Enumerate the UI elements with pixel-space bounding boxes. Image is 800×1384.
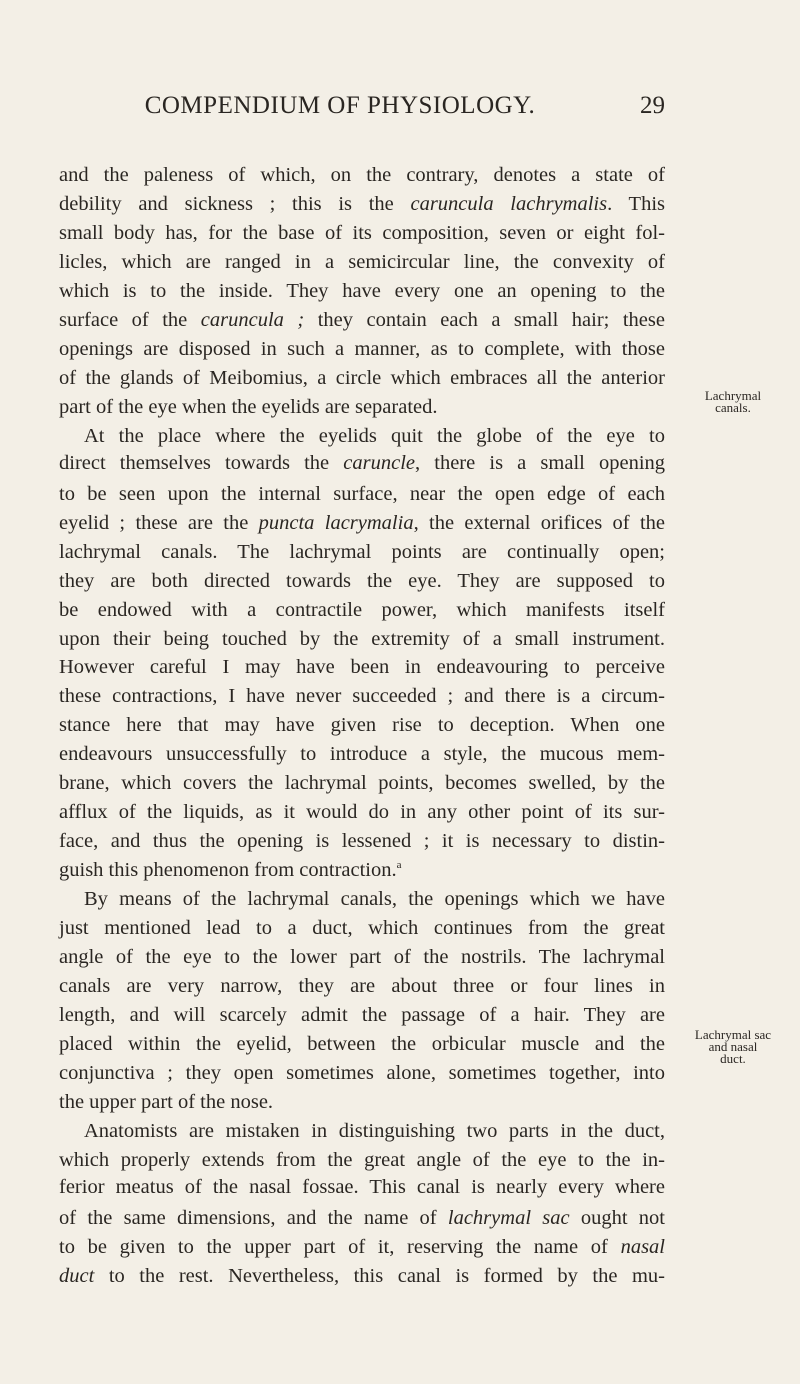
text-line bbox=[59, 161, 665, 189]
text-run: guish this phenomenon from contraction. bbox=[59, 859, 397, 882]
text-line bbox=[59, 190, 665, 218]
text-run: direct themselves towards the bbox=[59, 451, 344, 474]
italic-term: caruncula lachrymalis bbox=[410, 192, 608, 215]
text-line bbox=[59, 1262, 665, 1290]
text-line bbox=[59, 1001, 665, 1029]
text-run: placed within the eyelid, between the orbicular muscle and the bbox=[59, 1033, 665, 1056]
text-run: , there is a small opening bbox=[415, 451, 666, 474]
text-run: However careful I may have been in endeavouring to perceive bbox=[59, 656, 665, 679]
text-run: just mentioned lead to a duct, which continues from the great bbox=[59, 917, 665, 940]
text-line bbox=[59, 1204, 665, 1232]
text-line bbox=[59, 364, 665, 392]
text-run: afflux of the liquids, as it would do in any other point of its sur- bbox=[59, 801, 665, 824]
text-run: be endowed with a contractile power, which manifests itself bbox=[59, 598, 665, 621]
text-run: these contractions, I have never succeeded ; and there is a circum- bbox=[59, 685, 665, 708]
text-line bbox=[59, 1030, 665, 1058]
text-run: Anatomists are mistaken in distinguishing two parts in the duct, bbox=[84, 1120, 665, 1142]
text-line bbox=[59, 972, 665, 1000]
text-line bbox=[59, 538, 665, 566]
text-line bbox=[59, 1059, 665, 1087]
text-run: ought not bbox=[569, 1206, 665, 1229]
text-line bbox=[59, 914, 665, 942]
text-run: stance here that may have given rise to deception. When one bbox=[59, 714, 665, 737]
text-line bbox=[59, 277, 665, 305]
text-run: angle of the eye to the lower part of the nostrils. The lachrymal bbox=[59, 946, 665, 969]
text-run: face, and thus the opening is lessened ; it is necessary to distin- bbox=[59, 830, 665, 853]
text-line bbox=[59, 596, 665, 624]
text-run: to the rest. Nevertheless, this canal is formed by the mu- bbox=[94, 1264, 665, 1287]
text-line bbox=[59, 567, 665, 595]
margin-note-line: duct. bbox=[720, 1051, 746, 1066]
italic-term: lachrymal sac bbox=[447, 1206, 570, 1229]
text-line bbox=[59, 653, 665, 681]
text-line bbox=[59, 740, 665, 768]
text-run: of the same dimensions, and the name of bbox=[59, 1206, 448, 1229]
text-line bbox=[59, 856, 665, 884]
text-run: . This bbox=[607, 192, 666, 215]
text-run: and the paleness of which, on the contrary, denotes a state of bbox=[59, 164, 665, 186]
text-run: , the external orifices of the bbox=[413, 511, 665, 534]
text-line bbox=[59, 480, 665, 508]
text-run: lachrymal canals. The lachrymal points are continually open; bbox=[59, 540, 665, 563]
italic-term: nasal bbox=[620, 1235, 665, 1258]
margin-note-line: Lachrymal sac bbox=[694, 1027, 772, 1042]
text-line bbox=[59, 711, 665, 739]
text-run: At the place where the eyelids quit the globe of the eye to bbox=[84, 424, 665, 447]
margin-note-line: canals. bbox=[715, 400, 751, 415]
text-line bbox=[59, 943, 665, 971]
text-line bbox=[59, 827, 665, 855]
text-line bbox=[59, 1233, 665, 1261]
text-line bbox=[59, 1088, 665, 1116]
italic-term: puncta lacrymalia bbox=[258, 511, 414, 534]
text-line bbox=[59, 769, 665, 797]
text-line bbox=[84, 422, 665, 450]
text-line bbox=[59, 798, 665, 826]
text-run: the upper part of the nose. bbox=[59, 1091, 274, 1114]
text-line bbox=[59, 219, 665, 247]
text-run: upon their being touched by the extremity of a small instrument. bbox=[59, 627, 665, 650]
text-line bbox=[59, 335, 665, 363]
margin-note-lachrymal-sac bbox=[668, 1029, 798, 1065]
text-run: conjunctiva ; they open sometimes alone, sometimes together, into bbox=[59, 1062, 665, 1085]
text-run: ferior meatus of the nasal fossae. This canal is nearly every where bbox=[59, 1175, 665, 1198]
text-line bbox=[59, 509, 665, 537]
text-line bbox=[59, 306, 665, 334]
text-run: debility and sickness ; this is the bbox=[59, 192, 411, 215]
text-run: eyelid ; these are the bbox=[59, 511, 259, 534]
margin-note-line: Lachrymal bbox=[704, 388, 762, 403]
running-title: COMPENDIUM OF PHYSIOLOGY. bbox=[144, 92, 536, 119]
text-run: they contain each a small hair; these bbox=[304, 308, 665, 331]
text-line bbox=[59, 682, 665, 710]
text-line bbox=[59, 393, 665, 421]
text-run: licles, which are ranged in a semicircular line, the convexity of bbox=[59, 250, 665, 273]
text-run: of the glands of Meibomius, a circle which embraces all the anterior bbox=[59, 366, 665, 389]
text-run: canals are very narrow, they are about three or four lines in bbox=[59, 975, 665, 998]
footnote-marker: a bbox=[396, 859, 402, 872]
text-line bbox=[59, 1146, 665, 1174]
text-run: small body has, for the base of its composition, seven or eight fol- bbox=[59, 221, 665, 244]
italic-term: caruncula ; bbox=[200, 308, 305, 331]
margin-note-lachrymal-canals bbox=[668, 390, 798, 414]
text-run: length, and will scarcely admit the passage of a hair. They are bbox=[59, 1004, 665, 1027]
text-line bbox=[59, 248, 665, 276]
text-run: to be seen upon the internal surface, near the open edge of each bbox=[59, 482, 665, 505]
text-run: they are both directed towards the eye. They are supposed to bbox=[59, 569, 665, 592]
text-run: to be given to the upper part of it, reserving the name of bbox=[59, 1235, 621, 1258]
italic-term: caruncle bbox=[343, 451, 415, 474]
text-line bbox=[59, 1173, 665, 1201]
margin-note-line: and nasal bbox=[708, 1039, 758, 1054]
text-run: openings are disposed in such a manner, as to complete, with those bbox=[59, 337, 665, 360]
text-run: which is to the inside. They have every one an opening to the bbox=[59, 279, 665, 302]
page-number: 29 bbox=[640, 92, 665, 119]
text-line bbox=[59, 625, 665, 653]
text-run: endeavours unsuccessfully to introduce a style, the mucous mem- bbox=[59, 743, 665, 766]
text-line bbox=[84, 885, 665, 913]
text-run: By means of the lachrymal canals, the openings which we have bbox=[84, 888, 665, 911]
text-run: brane, which covers the lachrymal points, becomes swelled, by the bbox=[59, 772, 665, 795]
text-run: surface of the bbox=[59, 308, 201, 331]
text-line bbox=[84, 1117, 665, 1145]
text-run: which properly extends from the great angle of the eye to the in- bbox=[59, 1148, 665, 1171]
text-line bbox=[59, 449, 665, 477]
italic-term: duct bbox=[59, 1264, 95, 1287]
text-run: part of the eye when the eyelids are separated. bbox=[59, 395, 438, 418]
